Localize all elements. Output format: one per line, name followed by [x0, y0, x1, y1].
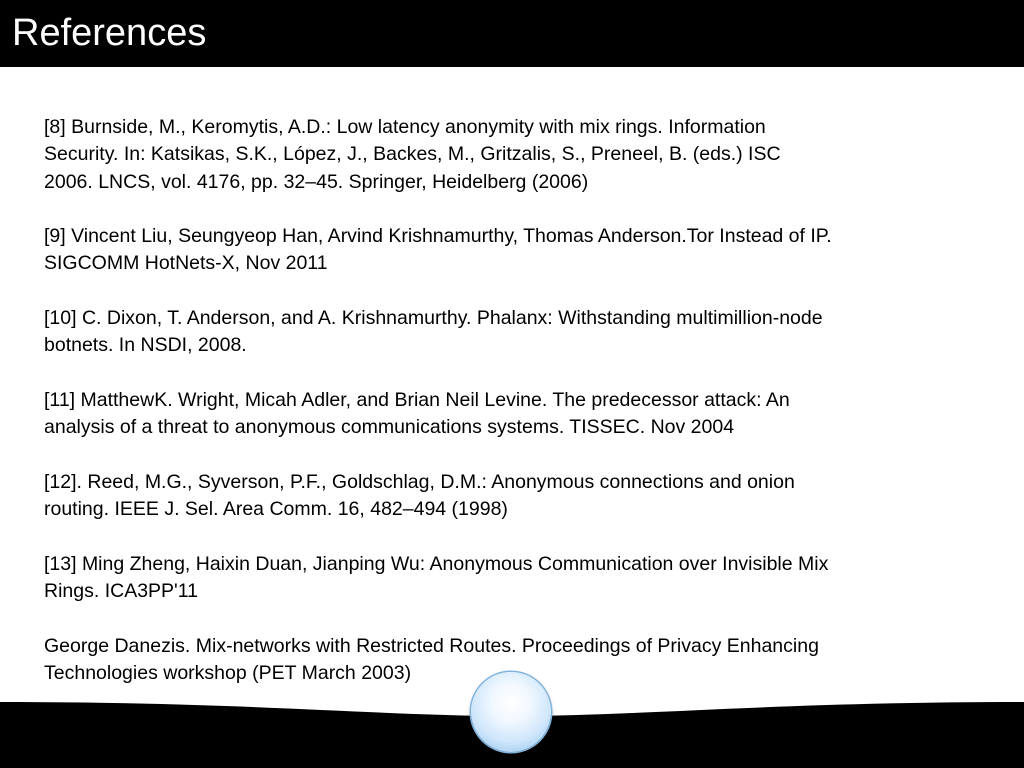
reference-item: [8] Burnside, M., Keromytis, A.D.: Low latency anonymity with mix rings. Information Security. In: Katsikas, S.K., López, J., Backes, M., Gritzalis, S., Preneel, B. (eds.) ISC 2006. LNCS, vol. 4176, pp. 32–45. Springer, Heidelberg (2006)	[44, 116, 781, 193]
reference-item: [12]. Reed, M.G., Syverson, P.F., Goldschlag, D.M.: Anonymous connections and onion routing. IEEE J. Sel. Area Comm. 16, 482–494 (1998)	[44, 470, 795, 521]
reference-item: [9] Vincent Liu, Seungyeop Han, Arvind Krishnamurthy, Thomas Anderson.Tor Instead of IP. SIGCOMM HotNets-X, Nov 2011	[44, 225, 832, 275]
reference-item: [13] Ming Zheng, Haixin Duan, Jianping Wu: Anonymous Communication over Invisible Mix Rings. ICA3PP'11	[44, 552, 829, 603]
reference-list	[44, 114, 984, 715]
slide-title: References	[12, 12, 207, 54]
reference-item: George Danezis. Mix-networks with Restricted Routes. Proceedings of Privacy Enhancing Technologies workshop (PET March 2003)	[44, 634, 819, 684]
reference-item: [11] MatthewK. Wright, Micah Adler, and Brian Neil Levine. The predecessor attack: An analysis of a threat to anonymous communications systems. TISSEC. Nov 2004	[44, 388, 790, 439]
reference-item: [10] C. Dixon, T. Anderson, and A. Krishnamurthy. Phalanx: Withstanding multimillion-node botnets. In NSDI, 2008.	[44, 307, 823, 357]
glass-orb-icon	[471, 672, 551, 752]
title-bar	[0, 0, 1024, 67]
